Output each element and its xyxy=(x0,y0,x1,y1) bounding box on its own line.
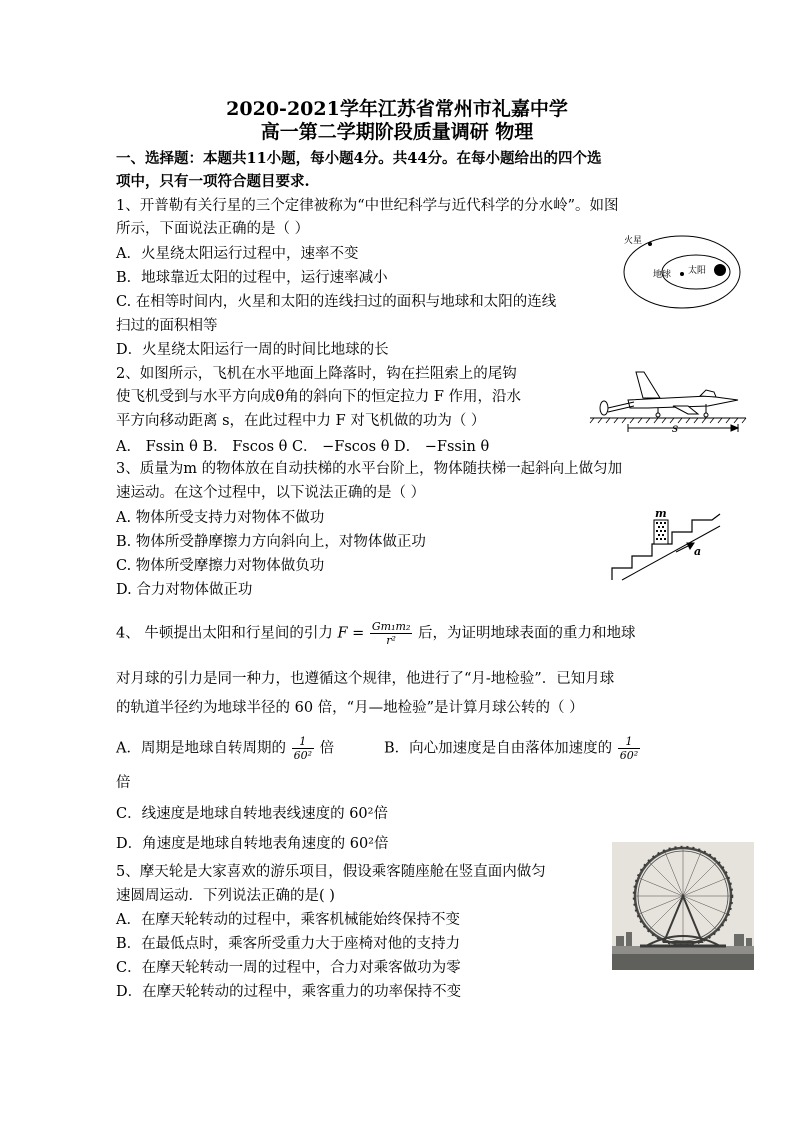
q1-stem-line-2: 所示，下面说法正确的是（ ） xyxy=(116,221,310,237)
title-line-2: 高一第二学期阶段质量调研 物理 xyxy=(260,121,534,143)
section-heading-line-2: 项中，只有一项符合题目要求. xyxy=(116,173,310,190)
arrester-cable xyxy=(600,401,634,415)
q4-option-b xyxy=(384,735,641,762)
sun-icon xyxy=(714,264,726,276)
q2-stem-line-2: 使飞机受到与水平方向成θ角的斜向下的恒定拉力 F 作用，沿水 xyxy=(116,389,522,405)
photo-river xyxy=(612,954,754,970)
q3-stem-line-2: 速运动。在这个过程中，以下说法正确的是（ ） xyxy=(116,485,426,501)
label-mars: 火星 xyxy=(624,236,643,246)
q4-option-b-denominator: 60² xyxy=(619,749,639,762)
q1-option-c-line-1: C. 在相等时间内，火星和太阳的连线扫过的面积与地球和太阳的连线 xyxy=(116,294,557,310)
q1-option-a: A．火星绕太阳运行过程中，速率不变 xyxy=(116,246,359,262)
q4-formula-numerator: Gm₁m₂ xyxy=(371,620,411,633)
q4-option-b-fraction xyxy=(618,735,640,762)
q5-option-d: D．在摩天轮转动的过程中，乘客重力的功率保持不变 xyxy=(116,984,462,1000)
label-earth: 地球 xyxy=(653,270,672,280)
q2-stem-line-1: 2、如图所示，飞机在水平地面上降落时，钩在拦阻索上的尾钩 xyxy=(116,366,517,382)
q3-option-b: B. 物体所受静摩擦力方向斜向上，对物体做正功 xyxy=(116,534,426,550)
mars-icon xyxy=(648,242,652,246)
q1-option-b: B．地球靠近太阳的过程中，运行速率减小 xyxy=(116,270,388,286)
label-a: a xyxy=(694,545,702,558)
airplane-icon xyxy=(628,372,738,417)
q1-option-c-line-2: 扫过的面积相等 xyxy=(116,318,218,334)
q3-option-a: A. 物体所受支持力对物体不做功 xyxy=(116,510,325,526)
section-heading-line-1: 一、选择题：本题共11小题，每小题4分。共44分。在每小题给出的四个选 xyxy=(116,150,602,167)
q3-option-d: D. 合力对物体做正功 xyxy=(116,582,253,598)
q4-gravitation-formula xyxy=(370,620,412,647)
q4-option-a-numerator: 1 xyxy=(292,735,314,749)
acceleration-arrow xyxy=(676,543,694,552)
q1-stem-line-1: 1、开普勒有关行星的三个定律被称为“中世纪科学与近代科学的分水岭”。如图 xyxy=(116,198,619,214)
q4-option-a-fraction xyxy=(292,735,314,762)
q4-stem-suffix: 后，为证明地球表面的重力和地球 xyxy=(417,625,636,642)
q4-stem-line-1 xyxy=(116,620,635,647)
q4-option-b-numerator: 1 xyxy=(618,735,640,749)
title-line-1: 2020-2021学年江苏省常州市礼嘉中学 xyxy=(226,98,568,120)
label-s: s xyxy=(672,421,679,435)
earth-icon xyxy=(680,272,684,276)
q4-stem-prefix: 4、 牛顿提出太阳和行星间的引力 xyxy=(116,625,333,642)
distance-arrow xyxy=(628,424,738,432)
ferris-wheel-photo xyxy=(612,842,754,970)
q5-option-c: C．在摩天轮转动一周的过程中，合力对乘客做功为零 xyxy=(116,960,461,976)
escalator-incline xyxy=(622,526,720,580)
q4-option-b-prefix: B．向心加速度是自由落体加速度的 xyxy=(384,740,613,757)
q4-formula-lhs: F = xyxy=(337,625,365,642)
orbit-diagram xyxy=(620,228,746,318)
q5-stem-line-1: 5、摩天轮是大家喜欢的游乐项目，假设乘客随座舱在竖直面内做匀 xyxy=(116,864,546,880)
q5-stem-line-2: 速圆周运动．下列说法正确的是( ) xyxy=(116,888,335,904)
q4-option-d: D．角速度是地球自转地表角速度的 60²倍 xyxy=(116,836,389,852)
q4-stem-line-2: 对月球的引力是同一种力，也遵循这个规律，他进行了“月-地检验”．已知月球 xyxy=(116,671,615,687)
q4-option-a-suffix: 倍 xyxy=(319,740,335,757)
label-m: m xyxy=(655,507,667,520)
q1-option-d: D．火星绕太阳运行一周的时间比地球的长 xyxy=(116,342,389,358)
q4-option-a-prefix: A．周期是地球自转周期的 xyxy=(116,740,286,757)
q4-option-a-denominator: 60² xyxy=(293,749,313,762)
airplane-diagram xyxy=(588,362,748,438)
q2-stem-line-3: 平方向移动距离 s，在此过程中力 F 对飞机做的功为（ ） xyxy=(116,413,486,429)
q4-formula-denominator: r² xyxy=(386,634,396,647)
q4-option-a xyxy=(116,735,334,762)
q3-stem-line-1: 3、质量为m 的物体放在自动扶梯的水平台阶上，物体随扶梯一起斜向上做匀加 xyxy=(116,461,623,477)
q3-option-c: C. 物体所受摩擦力对物体做负功 xyxy=(116,558,325,574)
q4-option-c: C．线速度是地球自转地表线速度的 60²倍 xyxy=(116,806,388,822)
escalator-diagram xyxy=(608,506,728,586)
q2-options: A． Fssin θ B． Fscos θ C． −Fscos θ D． −Fssin θ xyxy=(116,439,490,455)
q4-option-b-tail: 倍 xyxy=(116,775,131,791)
ground-hatching xyxy=(590,418,746,423)
q5-option-a: A．在摩天轮转动的过程中，乘客机械能始终保持不变 xyxy=(116,912,460,928)
label-sun: 太阳 xyxy=(688,266,707,276)
q5-option-b: B．在最低点时，乘客所受重力大于座椅对他的支持力 xyxy=(116,936,461,952)
q4-stem-line-3: 的轨道半径约为地球半径的 60 倍，“月—地检验”是计算月球公转的（ ） xyxy=(116,700,584,716)
